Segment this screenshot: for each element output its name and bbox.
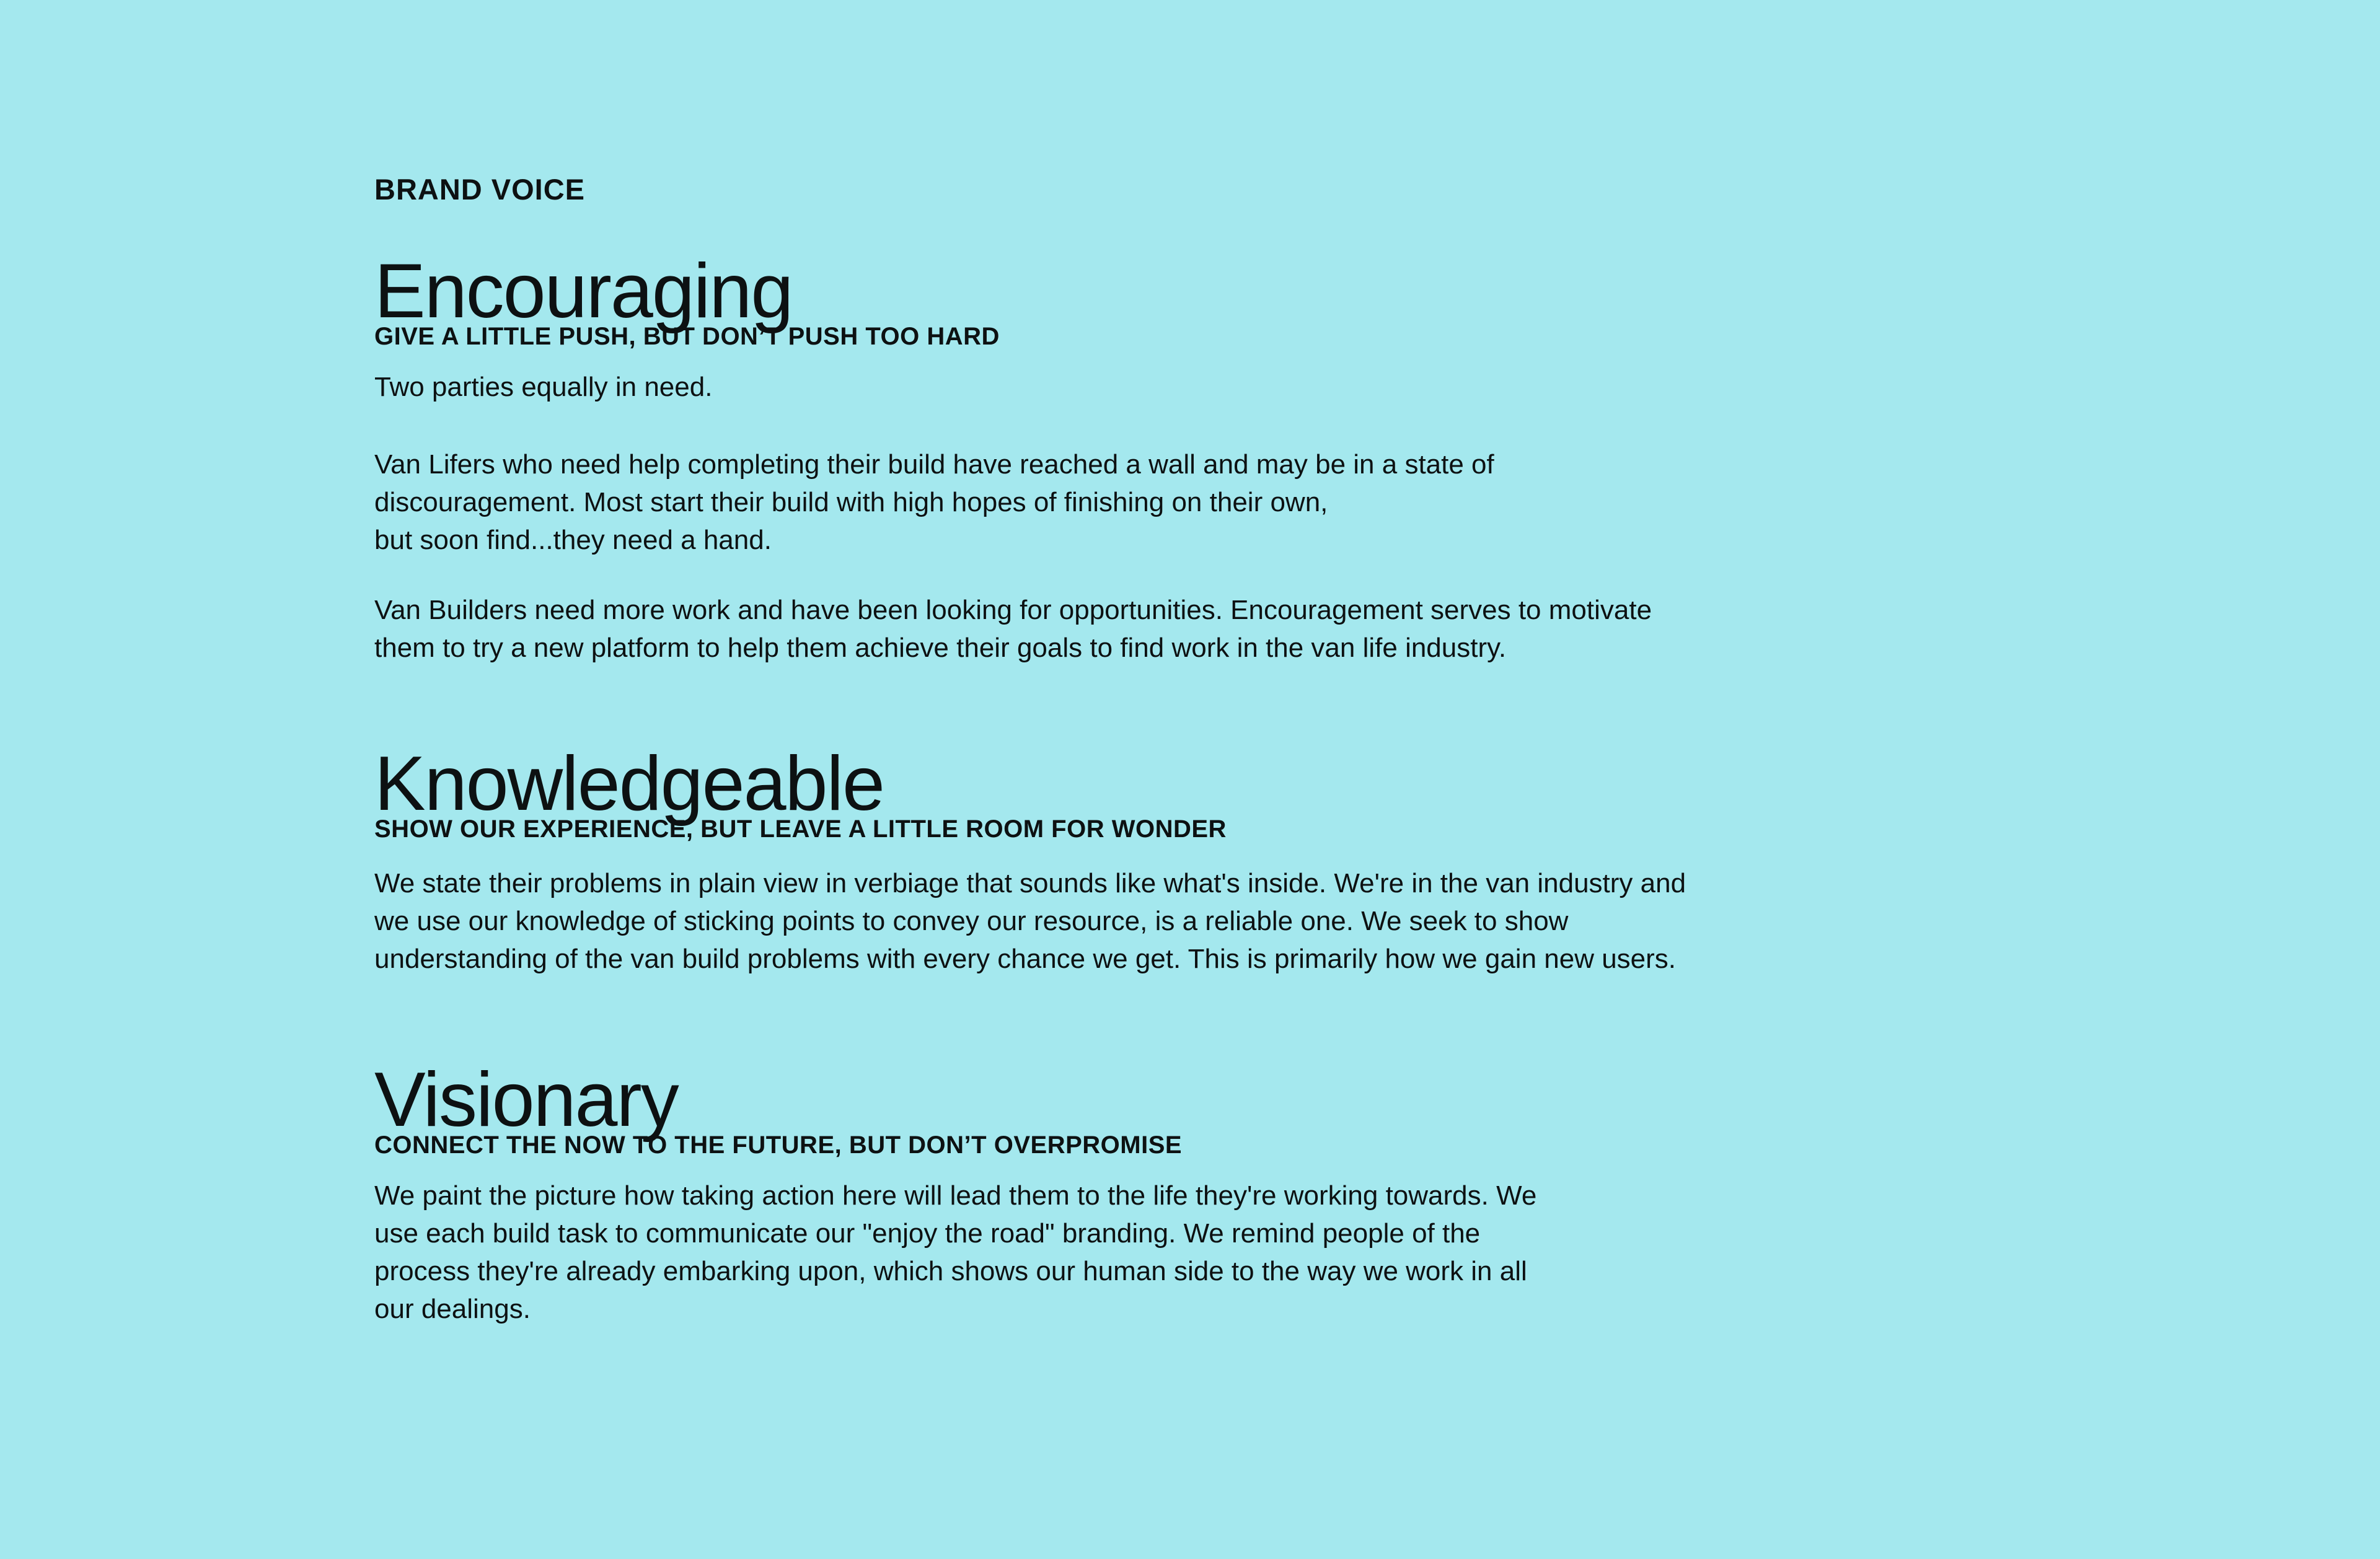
section-paragraph: Two parties equally in need. (374, 372, 713, 402)
section-title: Visionary (374, 1057, 678, 1143)
section-paragraph: Van Builders need more work and have been looking for opportunities. Encouragement serves to motivate them to try a new platform to help them achieve their goals to find work in the van life industry. (374, 595, 1652, 663)
section-title: Knowledgeable (374, 741, 884, 827)
section-subtitle: GIVE A LITTLE PUSH, BUT DON’T PUSH TOO HARD (374, 323, 1000, 350)
section-paragraph: Van Lifers who need help completing their build have reached a wall and may be in a state of discouragement. Most start their build with high hopes of finishing on their own, but soon find...they need a hand. (374, 449, 1494, 555)
section-encouraging (374, 248, 1738, 667)
section-knowledgeable (374, 740, 1738, 978)
section-subtitle: SHOW OUR EXPERIENCE, BUT LEAVE A LITTLE ROOM FOR WONDER (374, 815, 1227, 843)
eyebrow-label: BRAND VOICE (374, 173, 586, 206)
section-visionary (374, 1056, 1738, 1328)
section-subtitle: CONNECT THE NOW TO THE FUTURE, BUT DON’T OVERPROMISE (374, 1131, 1183, 1159)
section-paragraph: We paint the picture how taking action here will lead them to the life they're working towards. We use each build task to communicate our "enjoy the road" branding. We remind people of the process they're already embarking upon, which shows our human side to the way we work in all our dealings. (374, 1180, 1537, 1324)
section-title: Encouraging (374, 248, 793, 334)
section-paragraph: We state their problems in plain view in verbiage that sounds like what's inside. We're in the van industry and we use our knowledge of sticking points to convey our resource, is a reliable one. We seek to show understanding of the van build problems with every chance we get. This is primarily how we gain new users. (374, 868, 1686, 974)
